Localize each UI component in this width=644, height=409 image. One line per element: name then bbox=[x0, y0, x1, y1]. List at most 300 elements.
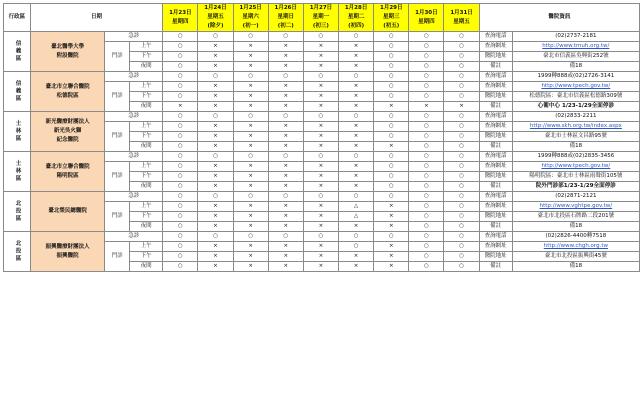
availability-mark: ○ bbox=[374, 62, 409, 72]
date-col: 1月23日 星期四 bbox=[163, 4, 198, 32]
hospital-name bbox=[30, 192, 104, 232]
availability-mark: ○ bbox=[444, 172, 479, 182]
availability-mark: ○ bbox=[374, 72, 409, 82]
availability-mark: × bbox=[233, 212, 268, 222]
availability-mark: ○ bbox=[444, 92, 479, 102]
date-col: 1月27日 星期一 (初三) bbox=[303, 4, 338, 32]
availability-mark: × bbox=[339, 82, 374, 92]
availability-mark: ○ bbox=[444, 252, 479, 262]
info-label: 醫院地址 bbox=[479, 212, 512, 222]
availability-mark: ○ bbox=[303, 112, 338, 122]
session-label: 上午 bbox=[130, 42, 163, 52]
availability-mark: ○ bbox=[409, 62, 444, 72]
availability-mark: ○ bbox=[268, 112, 303, 122]
info-label: 備註 bbox=[479, 102, 512, 112]
availability-mark: × bbox=[198, 122, 233, 132]
info-label: 醫院地址 bbox=[479, 92, 512, 102]
hospital-row bbox=[4, 32, 640, 42]
availability-mark: × bbox=[303, 182, 338, 192]
session-label: 夜間 bbox=[130, 222, 163, 232]
availability-mark: ○ bbox=[163, 242, 198, 252]
availability-mark: × bbox=[268, 132, 303, 142]
availability-mark: × bbox=[233, 222, 268, 232]
availability-mark: ○ bbox=[163, 212, 198, 222]
availability-mark: ○ bbox=[163, 192, 198, 202]
info-value: 備18 bbox=[512, 142, 639, 152]
outpatient-label: 門診 bbox=[105, 242, 130, 272]
availability-mark: ○ bbox=[409, 242, 444, 252]
availability-mark: ○ bbox=[374, 112, 409, 122]
availability-mark: ○ bbox=[444, 162, 479, 172]
availability-mark: × bbox=[268, 252, 303, 262]
availability-mark: × bbox=[268, 262, 303, 272]
availability-mark: × bbox=[233, 202, 268, 212]
info-label: 查詢電話 bbox=[479, 232, 512, 242]
availability-mark: × bbox=[268, 242, 303, 252]
availability-mark: ○ bbox=[163, 42, 198, 52]
availability-mark: × bbox=[198, 222, 233, 232]
session-label: 上午 bbox=[130, 162, 163, 172]
availability-mark: × bbox=[268, 182, 303, 192]
info-value: 1999轉888或(02)2726-3141 bbox=[512, 72, 639, 82]
hospital-name-line: 臺北榮民總醫院 bbox=[48, 208, 87, 214]
date-col: 1月24日 星期五 (除夕) bbox=[198, 4, 233, 32]
district-cell: 信義區 bbox=[4, 72, 31, 112]
hospital-website-link[interactable]: http://www.vghtpe.gov.tw/ bbox=[512, 202, 639, 212]
availability-mark: ○ bbox=[444, 142, 479, 152]
availability-mark: × bbox=[233, 182, 268, 192]
info-label: 查詢網址 bbox=[479, 82, 512, 92]
availability-mark: × bbox=[303, 162, 338, 172]
availability-mark: ○ bbox=[233, 232, 268, 242]
availability-mark: × bbox=[303, 52, 338, 62]
availability-mark: × bbox=[198, 82, 233, 92]
availability-mark: ○ bbox=[163, 262, 198, 272]
availability-mark: × bbox=[198, 242, 233, 252]
availability-mark: ○ bbox=[163, 132, 198, 142]
info-label: 查詢電話 bbox=[479, 32, 512, 42]
emergency-label: 急診 bbox=[105, 72, 163, 82]
availability-mark: × bbox=[339, 132, 374, 142]
hospital-name-line: 新光吳火獅 bbox=[53, 128, 82, 134]
availability-mark: × bbox=[198, 132, 233, 142]
holiday-clinic-schedule bbox=[3, 3, 640, 406]
availability-mark: × bbox=[233, 252, 268, 262]
availability-mark: × bbox=[233, 242, 268, 252]
availability-mark: △ bbox=[339, 202, 374, 212]
info-label: 備註 bbox=[479, 262, 512, 272]
info-label: 醫院地址 bbox=[479, 132, 512, 142]
info-value: (02)2833-2211 bbox=[512, 112, 639, 122]
info-value: 1999轉888或(02)2835-3456 bbox=[512, 152, 639, 162]
availability-mark: ○ bbox=[198, 32, 233, 42]
availability-mark: ○ bbox=[444, 232, 479, 242]
availability-mark: × bbox=[303, 62, 338, 72]
session-label: 上午 bbox=[130, 122, 163, 132]
availability-mark: × bbox=[339, 252, 374, 262]
availability-mark: ○ bbox=[198, 112, 233, 122]
session-label: 夜間 bbox=[130, 62, 163, 72]
availability-mark: ○ bbox=[303, 192, 338, 202]
hospital-row bbox=[4, 72, 640, 82]
session-label: 夜間 bbox=[130, 262, 163, 272]
availability-mark: ○ bbox=[303, 32, 338, 42]
hospital-name bbox=[30, 232, 104, 272]
info-value: 備18 bbox=[512, 262, 639, 272]
availability-mark: ○ bbox=[374, 192, 409, 202]
availability-mark: ○ bbox=[163, 202, 198, 212]
availability-mark: ○ bbox=[233, 152, 268, 162]
availability-mark: × bbox=[233, 262, 268, 272]
info-label: 查詢網址 bbox=[479, 202, 512, 212]
availability-mark: × bbox=[198, 142, 233, 152]
schedule-body bbox=[4, 32, 640, 272]
availability-mark: × bbox=[339, 162, 374, 172]
availability-mark: ○ bbox=[444, 32, 479, 42]
availability-mark: × bbox=[303, 222, 338, 232]
availability-mark: ○ bbox=[444, 62, 479, 72]
availability-mark: ○ bbox=[339, 32, 374, 42]
availability-mark: × bbox=[339, 62, 374, 72]
info-label: 查詢網址 bbox=[479, 162, 512, 172]
availability-mark: ○ bbox=[444, 122, 479, 132]
emergency-label: 急診 bbox=[105, 152, 163, 162]
availability-mark: ○ bbox=[163, 82, 198, 92]
availability-mark: ○ bbox=[268, 72, 303, 82]
hospital-name bbox=[30, 112, 104, 152]
availability-mark: ○ bbox=[339, 72, 374, 82]
hospital-name bbox=[30, 32, 104, 72]
hospital-name bbox=[30, 72, 104, 112]
availability-mark: × bbox=[444, 102, 479, 112]
availability-mark: ○ bbox=[374, 122, 409, 132]
availability-mark: × bbox=[198, 42, 233, 52]
hospital-name-line: 附設醫院 bbox=[56, 52, 79, 59]
district-cell: 北投區 bbox=[4, 192, 31, 232]
availability-mark: ○ bbox=[339, 232, 374, 242]
availability-mark: ○ bbox=[339, 152, 374, 162]
outpatient-label: 門診 bbox=[105, 42, 130, 72]
availability-mark: ○ bbox=[409, 212, 444, 222]
availability-mark: × bbox=[339, 102, 374, 112]
availability-mark: × bbox=[303, 82, 338, 92]
emergency-label: 急診 bbox=[105, 32, 163, 42]
availability-mark: ○ bbox=[374, 92, 409, 102]
availability-mark: × bbox=[339, 262, 374, 272]
info-header: 醫院資訊 bbox=[479, 4, 639, 32]
availability-mark: ○ bbox=[444, 82, 479, 92]
availability-mark: × bbox=[233, 132, 268, 142]
availability-mark: ○ bbox=[409, 72, 444, 82]
availability-mark: × bbox=[233, 162, 268, 172]
availability-mark: ○ bbox=[163, 252, 198, 262]
info-label: 查詢網址 bbox=[479, 42, 512, 52]
availability-mark: ○ bbox=[163, 72, 198, 82]
info-value: (02)2871-2121 bbox=[512, 192, 639, 202]
info-value: 臺北市北投區振興街45號 bbox=[512, 252, 639, 262]
hospital-row bbox=[4, 112, 640, 122]
info-label: 備註 bbox=[479, 222, 512, 232]
availability-mark: × bbox=[198, 252, 233, 262]
session-label: 上午 bbox=[130, 202, 163, 212]
availability-mark: ○ bbox=[233, 32, 268, 42]
info-value: 院外門診部1/23-1/29全面停診 bbox=[512, 182, 639, 192]
availability-mark: ○ bbox=[444, 202, 479, 212]
availability-mark: ○ bbox=[444, 72, 479, 82]
hospital-name-line: 松德院區 bbox=[56, 92, 79, 99]
date-col: 1月25日 星期六 (初一) bbox=[233, 4, 268, 32]
availability-mark: × bbox=[163, 102, 198, 112]
hospital-row bbox=[4, 152, 640, 162]
session-label: 下午 bbox=[130, 212, 163, 222]
info-value: 臺北市信義區吳興街252號 bbox=[512, 52, 639, 62]
availability-mark: × bbox=[339, 92, 374, 102]
availability-mark: ○ bbox=[374, 42, 409, 52]
availability-mark: ○ bbox=[409, 192, 444, 202]
session-label: 下午 bbox=[130, 172, 163, 182]
availability-mark: × bbox=[198, 162, 233, 172]
availability-mark: ○ bbox=[303, 232, 338, 242]
date-col: 1月30日 星期四 bbox=[409, 4, 444, 32]
hospital-website-link[interactable]: http://www.tpech.gov.tw/ bbox=[512, 82, 639, 92]
availability-mark: × bbox=[374, 242, 409, 252]
availability-mark: ○ bbox=[163, 152, 198, 162]
session-label: 夜間 bbox=[130, 102, 163, 112]
availability-mark: ○ bbox=[163, 52, 198, 62]
availability-mark: ○ bbox=[444, 52, 479, 62]
availability-mark: × bbox=[268, 122, 303, 132]
availability-mark: × bbox=[268, 212, 303, 222]
info-value: 心衛中心 1/23-1/29全面停診 bbox=[512, 102, 639, 112]
availability-mark: ○ bbox=[409, 52, 444, 62]
availability-mark: × bbox=[268, 222, 303, 232]
availability-mark: ○ bbox=[268, 192, 303, 202]
availability-mark: ○ bbox=[444, 192, 479, 202]
availability-mark: ○ bbox=[233, 72, 268, 82]
availability-mark: ○ bbox=[374, 232, 409, 242]
availability-mark: × bbox=[339, 42, 374, 52]
availability-mark: ○ bbox=[339, 242, 374, 252]
info-value: 臺北市北投區石牌路二段201號 bbox=[512, 212, 639, 222]
availability-mark: × bbox=[339, 172, 374, 182]
availability-mark: × bbox=[303, 42, 338, 52]
availability-mark: ○ bbox=[268, 32, 303, 42]
hospital-website-link[interactable]: http://www.tmuh.org.tw/ bbox=[512, 42, 639, 52]
availability-mark: × bbox=[374, 142, 409, 152]
schedule-table bbox=[3, 3, 640, 272]
availability-mark: ○ bbox=[444, 112, 479, 122]
availability-mark: ○ bbox=[339, 112, 374, 122]
availability-mark: × bbox=[198, 102, 233, 112]
availability-mark: ○ bbox=[163, 112, 198, 122]
info-label: 醫院地址 bbox=[479, 172, 512, 182]
session-label: 夜間 bbox=[130, 142, 163, 152]
availability-mark: × bbox=[233, 172, 268, 182]
hospital-website-link[interactable]: http://www.skh.org.tw/index.aspx bbox=[512, 122, 639, 132]
date-col: 1月28日 星期二 (初四) bbox=[339, 4, 374, 32]
availability-mark: × bbox=[233, 122, 268, 132]
availability-mark: ○ bbox=[374, 32, 409, 42]
availability-mark: × bbox=[268, 42, 303, 52]
availability-mark: × bbox=[339, 182, 374, 192]
session-label: 下午 bbox=[130, 252, 163, 262]
availability-mark: ○ bbox=[409, 222, 444, 232]
availability-mark: ○ bbox=[163, 92, 198, 102]
availability-mark: ○ bbox=[409, 152, 444, 162]
availability-mark: × bbox=[303, 92, 338, 102]
hospital-name-line: 臺北市立聯合醫院 bbox=[45, 83, 90, 90]
hospital-website-link[interactable]: http://www.tpech.gov.tw/ bbox=[512, 162, 639, 172]
availability-mark: ○ bbox=[374, 152, 409, 162]
outpatient-label: 門診 bbox=[105, 122, 130, 152]
info-label: 備註 bbox=[479, 62, 512, 72]
date-col: 1月26日 星期日 (初二) bbox=[268, 4, 303, 32]
availability-mark: × bbox=[303, 202, 338, 212]
availability-mark: × bbox=[198, 212, 233, 222]
availability-mark: × bbox=[268, 92, 303, 102]
availability-mark: × bbox=[303, 172, 338, 182]
availability-mark: × bbox=[198, 182, 233, 192]
availability-mark: × bbox=[303, 122, 338, 132]
info-label: 查詢電話 bbox=[479, 72, 512, 82]
availability-mark: ○ bbox=[268, 232, 303, 242]
availability-mark: ○ bbox=[374, 82, 409, 92]
availability-mark: ○ bbox=[198, 72, 233, 82]
availability-mark: × bbox=[374, 212, 409, 222]
availability-mark: × bbox=[233, 142, 268, 152]
availability-mark: ○ bbox=[163, 232, 198, 242]
availability-mark: ○ bbox=[163, 172, 198, 182]
availability-mark: × bbox=[303, 142, 338, 152]
availability-mark: × bbox=[268, 102, 303, 112]
availability-mark: ○ bbox=[444, 152, 479, 162]
emergency-label: 急診 bbox=[105, 112, 163, 122]
hospital-website-link[interactable]: http://www.chgh.org.tw bbox=[512, 242, 639, 252]
availability-mark: ○ bbox=[268, 152, 303, 162]
availability-mark: ○ bbox=[339, 192, 374, 202]
availability-mark: ○ bbox=[409, 132, 444, 142]
availability-mark: ○ bbox=[374, 162, 409, 172]
availability-mark: × bbox=[374, 222, 409, 232]
info-label: 查詢網址 bbox=[479, 242, 512, 252]
availability-mark: × bbox=[339, 222, 374, 232]
availability-mark: ○ bbox=[409, 42, 444, 52]
availability-mark: ○ bbox=[233, 112, 268, 122]
availability-mark: × bbox=[268, 52, 303, 62]
info-value: 備18 bbox=[512, 222, 639, 232]
availability-mark: × bbox=[198, 92, 233, 102]
info-value: (02)2737-2181 bbox=[512, 32, 639, 42]
availability-mark: ○ bbox=[409, 92, 444, 102]
outpatient-label: 門診 bbox=[105, 82, 130, 112]
availability-mark: × bbox=[374, 202, 409, 212]
availability-mark: × bbox=[303, 252, 338, 262]
availability-mark: ○ bbox=[409, 32, 444, 42]
availability-mark: ○ bbox=[303, 152, 338, 162]
availability-mark: × bbox=[233, 82, 268, 92]
availability-mark: △ bbox=[339, 212, 374, 222]
outpatient-label: 門診 bbox=[105, 162, 130, 192]
emergency-label: 急診 bbox=[105, 192, 163, 202]
info-label: 查詢網址 bbox=[479, 122, 512, 132]
availability-mark: ○ bbox=[409, 252, 444, 262]
availability-mark: ○ bbox=[163, 222, 198, 232]
info-label: 備註 bbox=[479, 182, 512, 192]
info-value: 陽明院區：臺北市士林區雨聲街105號 bbox=[512, 172, 639, 182]
hospital-name-line: 陽明院區 bbox=[56, 172, 79, 179]
info-value: 松德院區：臺北市信義區松德路309號 bbox=[512, 92, 639, 102]
availability-mark: × bbox=[198, 62, 233, 72]
outpatient-label: 門診 bbox=[105, 202, 130, 232]
hospital-name-line: 振興醫療財團法人 bbox=[45, 243, 90, 250]
availability-mark: ○ bbox=[374, 172, 409, 182]
availability-mark: × bbox=[233, 52, 268, 62]
availability-mark: ○ bbox=[409, 112, 444, 122]
hospital-name-line: 振興醫院 bbox=[56, 252, 79, 259]
availability-mark: ○ bbox=[198, 192, 233, 202]
availability-mark: × bbox=[303, 132, 338, 142]
availability-mark: ○ bbox=[163, 122, 198, 132]
availability-mark: × bbox=[233, 102, 268, 112]
availability-mark: × bbox=[409, 102, 444, 112]
date-col: 1月31日 星期五 bbox=[444, 4, 479, 32]
info-label: 醫院地址 bbox=[479, 252, 512, 262]
availability-mark: ○ bbox=[198, 232, 233, 242]
district-cell: 北投區 bbox=[4, 232, 31, 272]
availability-mark: ○ bbox=[374, 182, 409, 192]
availability-mark: ○ bbox=[409, 262, 444, 272]
availability-mark: × bbox=[268, 172, 303, 182]
availability-mark: ○ bbox=[444, 222, 479, 232]
availability-mark: × bbox=[233, 92, 268, 102]
info-value: (02)2826-4400轉7518 bbox=[512, 232, 639, 242]
availability-mark: ○ bbox=[409, 142, 444, 152]
session-label: 下午 bbox=[130, 52, 163, 62]
availability-mark: × bbox=[268, 162, 303, 172]
emergency-label: 急診 bbox=[105, 232, 163, 242]
header-row bbox=[4, 4, 640, 32]
availability-mark: × bbox=[268, 202, 303, 212]
availability-mark: ○ bbox=[198, 152, 233, 162]
availability-mark: ○ bbox=[233, 192, 268, 202]
availability-mark: × bbox=[374, 262, 409, 272]
availability-mark: ○ bbox=[409, 172, 444, 182]
availability-mark: ○ bbox=[444, 262, 479, 272]
availability-mark: × bbox=[198, 262, 233, 272]
availability-mark: ○ bbox=[409, 82, 444, 92]
availability-mark: × bbox=[339, 52, 374, 62]
availability-mark: ○ bbox=[374, 132, 409, 142]
availability-mark: × bbox=[303, 212, 338, 222]
session-label: 上午 bbox=[130, 242, 163, 252]
availability-mark: ○ bbox=[163, 162, 198, 172]
hospital-row bbox=[4, 232, 640, 242]
availability-mark: ○ bbox=[303, 72, 338, 82]
availability-mark: × bbox=[268, 62, 303, 72]
availability-mark: ○ bbox=[163, 182, 198, 192]
availability-mark: × bbox=[268, 142, 303, 152]
info-value: 臺北市士林區文昌路95號 bbox=[512, 132, 639, 142]
district-header: 行政區 bbox=[4, 4, 31, 32]
availability-mark: ○ bbox=[444, 182, 479, 192]
availability-mark: × bbox=[303, 102, 338, 112]
info-label: 備註 bbox=[479, 142, 512, 152]
info-label: 查詢電話 bbox=[479, 112, 512, 122]
availability-mark: ○ bbox=[409, 162, 444, 172]
session-label: 下午 bbox=[130, 132, 163, 142]
availability-mark: × bbox=[339, 122, 374, 132]
info-label: 查詢電話 bbox=[479, 192, 512, 202]
